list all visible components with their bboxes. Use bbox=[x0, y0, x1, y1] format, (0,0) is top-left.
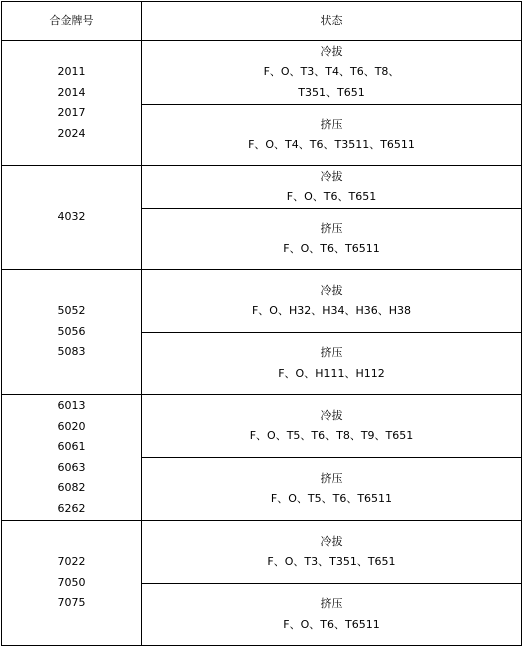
state-cell bbox=[142, 209, 522, 270]
state-values: F、O、T6、T6511 bbox=[283, 242, 380, 255]
alloy-code: 6262 bbox=[57, 501, 86, 515]
alloy-code: 6020 bbox=[57, 419, 86, 433]
state-cell bbox=[142, 333, 522, 395]
alloy-cell bbox=[2, 395, 142, 521]
process-label: 冷拔 bbox=[320, 534, 343, 548]
table-row bbox=[2, 166, 522, 209]
header-row bbox=[2, 2, 522, 41]
state-values: F、O、T5、T6、T8、T9、T651 bbox=[249, 429, 414, 442]
header-state: 状态 bbox=[142, 2, 522, 41]
state-values: F、O、H111、H112 bbox=[278, 366, 385, 380]
state-cell bbox=[142, 41, 522, 105]
header-alloy: 合金牌号 bbox=[2, 2, 142, 41]
state-cell bbox=[142, 395, 522, 458]
alloy-code: 4032 bbox=[57, 210, 86, 224]
alloy-code: 2011 bbox=[57, 65, 86, 78]
alloy-code: 2014 bbox=[57, 85, 86, 99]
state-cell bbox=[142, 105, 522, 166]
alloy-code: 5083 bbox=[57, 345, 86, 359]
table-row bbox=[2, 395, 522, 458]
state-values: F、O、H32、H34、H36、H38 bbox=[251, 304, 412, 317]
state-values: F、O、T3、T351、T651 bbox=[267, 555, 396, 568]
table-row bbox=[2, 270, 522, 333]
alloy-code: 5052 bbox=[57, 304, 86, 318]
alloy-code: 6061 bbox=[57, 440, 86, 453]
alloy-code: 2017 bbox=[57, 106, 86, 119]
alloy-code: 7075 bbox=[57, 596, 86, 610]
state-cell bbox=[142, 458, 522, 521]
state-values: F、O、T6、T6511 bbox=[283, 617, 380, 631]
table-row bbox=[2, 521, 522, 584]
alloy-cell bbox=[2, 270, 142, 395]
state-cell bbox=[142, 584, 522, 646]
alloy-code: 6082 bbox=[57, 481, 86, 494]
process-label: 挤压 bbox=[320, 597, 343, 610]
process-label: 挤压 bbox=[320, 471, 343, 485]
alloy-cell bbox=[2, 166, 142, 270]
state-values: F、O、T6、T651 bbox=[286, 190, 377, 203]
alloy-cell bbox=[2, 521, 142, 646]
state-values: F、O、T5、T6、T6511 bbox=[270, 492, 393, 505]
alloy-code: 6063 bbox=[57, 460, 86, 474]
alloy-state-table bbox=[1, 1, 522, 646]
state-cell bbox=[142, 270, 522, 333]
process-label: 冷拔 bbox=[320, 169, 343, 183]
alloy-cell bbox=[2, 41, 142, 166]
state-values: F、O、T3、T4、T6、T8、 bbox=[263, 65, 400, 79]
process-label: 挤压 bbox=[320, 117, 343, 131]
alloy-code: 5056 bbox=[57, 324, 86, 338]
alloy-code: 7022 bbox=[57, 555, 86, 569]
alloy-code: 7050 bbox=[57, 575, 86, 589]
process-label: 冷拔 bbox=[320, 44, 343, 58]
state-cell bbox=[142, 521, 522, 584]
process-label: 挤压 bbox=[320, 346, 343, 359]
table-row bbox=[2, 41, 522, 105]
state-values: F、O、T4、T6、T3511、T6511 bbox=[248, 138, 415, 151]
alloy-code: 6013 bbox=[57, 399, 86, 412]
state-cell bbox=[142, 166, 522, 209]
process-label: 冷拔 bbox=[320, 408, 343, 422]
process-label: 挤压 bbox=[320, 221, 343, 235]
alloy-code: 2024 bbox=[57, 126, 86, 140]
process-label: 冷拔 bbox=[320, 283, 343, 297]
state-values: T351、T651 bbox=[298, 85, 365, 99]
